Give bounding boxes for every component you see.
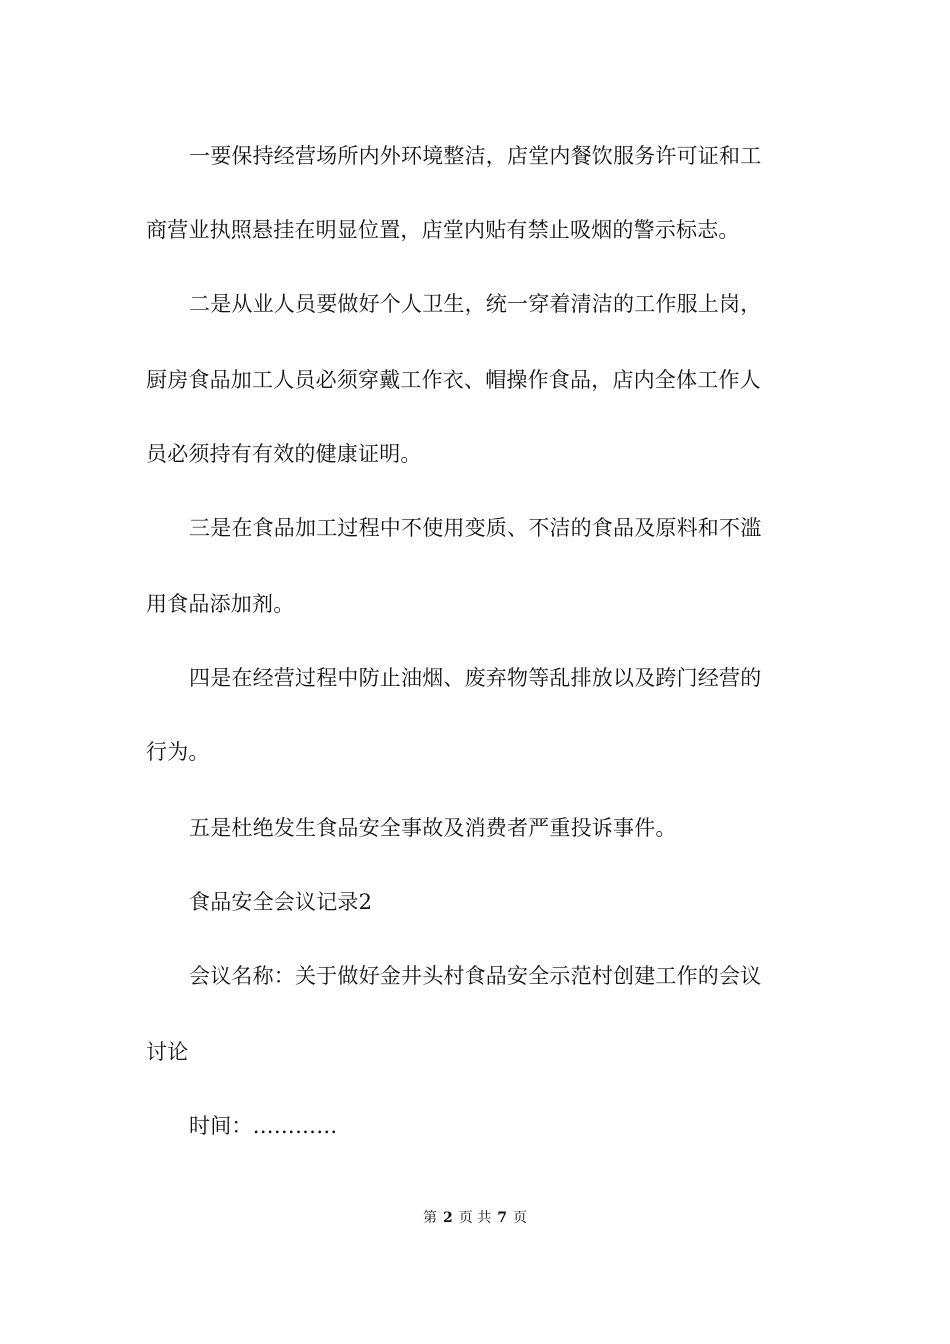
section-title: 食品安全会议记录2	[189, 890, 373, 914]
footer-middle: 页 共	[458, 1210, 492, 1226]
footer-prefix: 第	[423, 1210, 438, 1226]
paragraph-line: 会议名称：关于做好金井头村食品安全示范村创建工作的会议	[189, 964, 762, 988]
paragraph-line: 一要保持经营场所内外环境整洁，店堂内餐饮服务许可证和工	[189, 144, 762, 168]
paragraph-line: 二是从业人员要做好个人卫生，统一穿着清洁的工作服上岗，	[189, 292, 762, 316]
paragraph-line: 用食品添加剂。	[146, 592, 295, 616]
paragraph-line: 四是在经营过程中防止油烟、废弃物等乱排放以及跨门经营的	[189, 666, 762, 690]
paragraph-line: 讨论	[146, 1040, 189, 1064]
footer-suffix: 页	[512, 1210, 527, 1226]
paragraph-line: 厨房食品加工人员必须穿戴工作衣、帽操作食品，店内全体工作人	[146, 368, 761, 392]
paragraph-line: 三是在食品加工过程中不使用变质、不洁的食品及原料和不滥	[189, 516, 762, 540]
time-line: 时间：…………	[189, 1114, 338, 1138]
total-pages-number: 7	[497, 1210, 507, 1226]
paragraph-line: 五是杜绝发生食品安全事故及消费者严重投诉事件。	[189, 816, 677, 840]
page-footer	[0, 1208, 950, 1228]
current-page-number: 2	[443, 1210, 453, 1226]
paragraph-line: 商营业执照悬挂在明显位置，店堂内贴有禁止吸烟的警示标志。	[146, 218, 740, 242]
paragraph-line: 员必须持有有效的健康证明。	[146, 442, 422, 466]
paragraph-line: 行为。	[146, 740, 210, 764]
